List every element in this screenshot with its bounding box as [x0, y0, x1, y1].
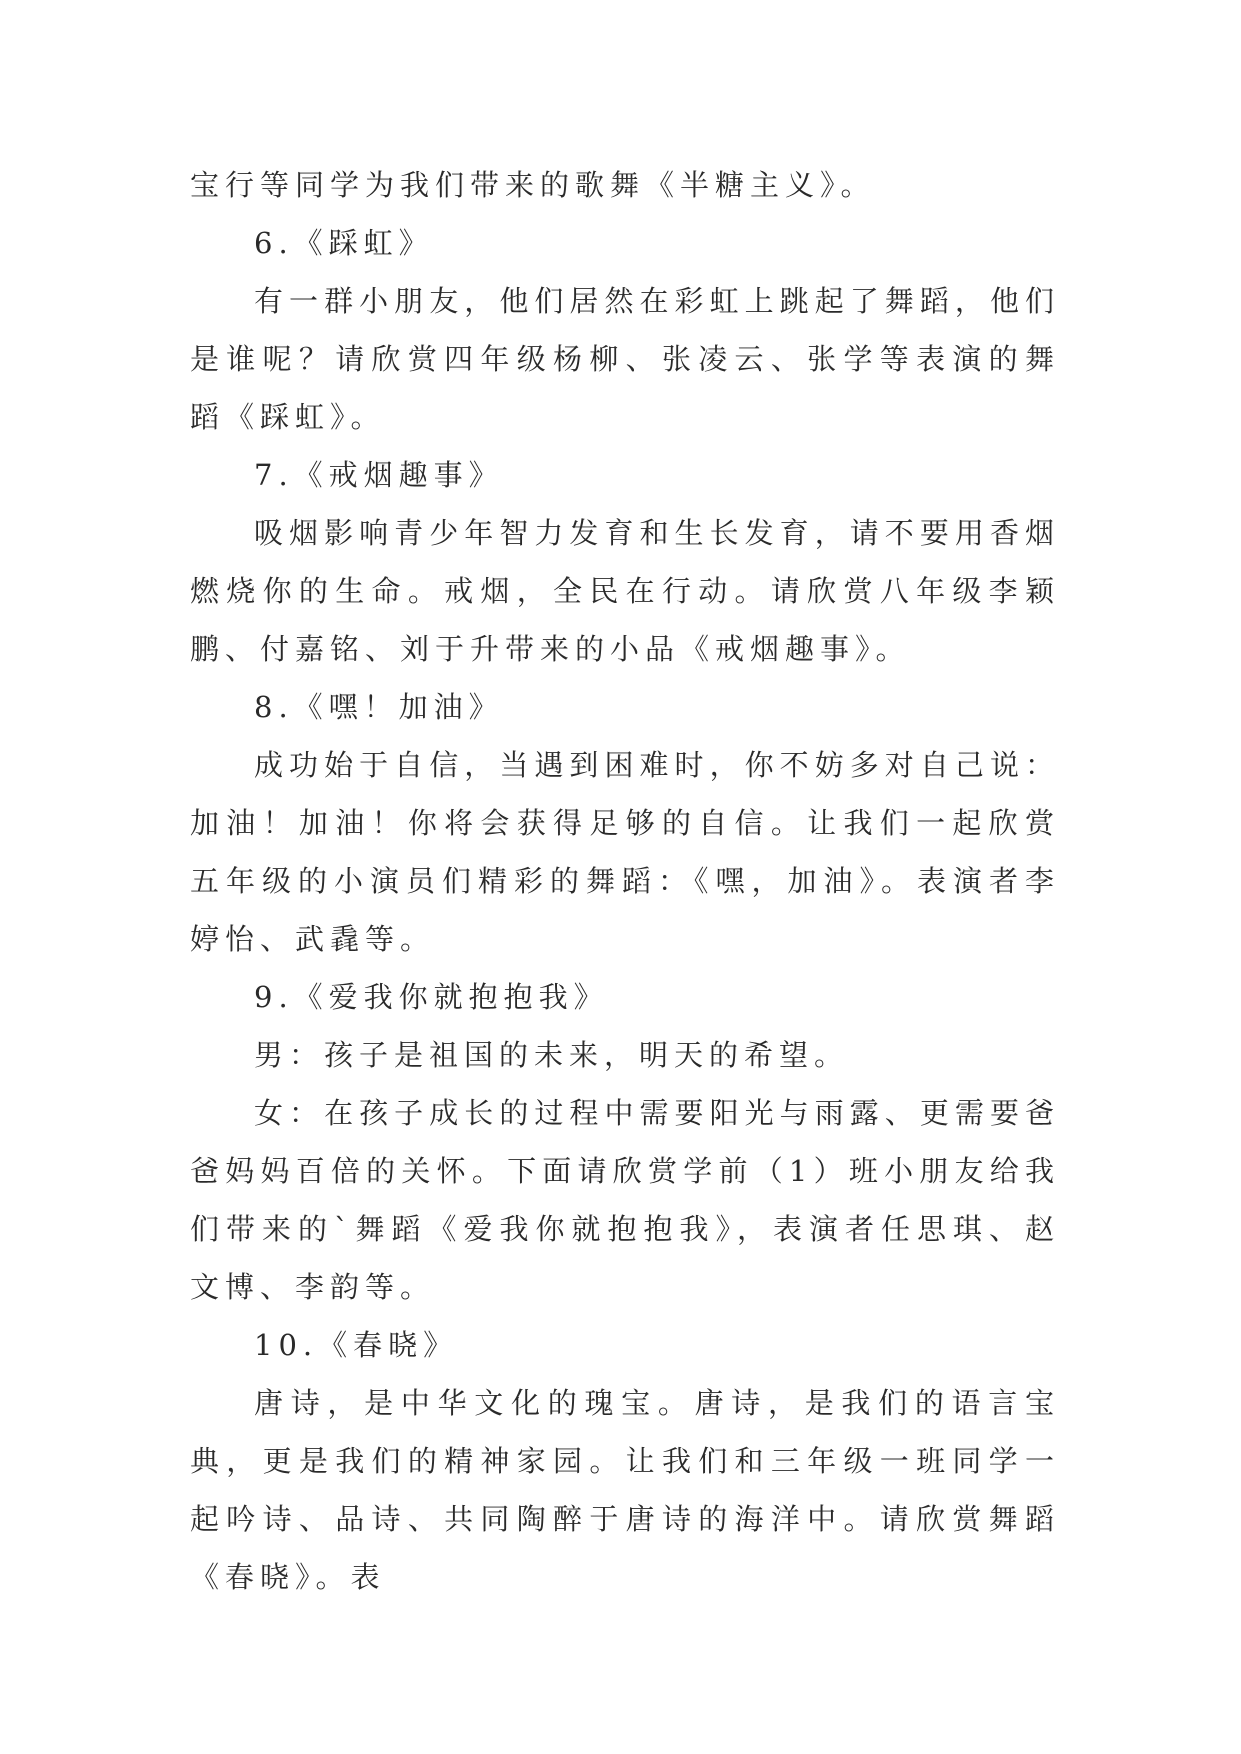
program-intro-8: 成功始于自信，当遇到困难时，你不妨多对自己说：加油！加油！你将会获得足够的自信。让我们一起欣赏五年级的小演员们精彩的舞蹈：《嘿，加油》。表演者李婷怡、武毳等。: [190, 748, 1060, 956]
paragraph-continuation: 宝行等同学为我们带来的歌舞《半糖主义》。: [190, 168, 876, 202]
program-heading-9: 9.《爱我你就抱抱我》: [254, 980, 609, 1014]
program-heading-6: 6.《踩虹》: [254, 226, 434, 260]
program-heading-7: 7.《戒烟趣事》: [254, 458, 504, 492]
program-intro-9-male: 男：孩子是祖国的未来，明天的希望。: [254, 1038, 850, 1072]
document-body: [190, 156, 1060, 1606]
program-heading-8: 8.《嘿！加油》: [254, 690, 504, 724]
program-heading-10: 10.《春晓》: [254, 1328, 459, 1362]
program-intro-6: 有一群小朋友，他们居然在彩虹上跳起了舞蹈，他们是谁呢？请欣赏四年级杨柳、张凌云、张学等表演的舞蹈《踩虹》。: [190, 284, 1060, 434]
program-intro-7: 吸烟影响青少年智力发育和生长发育，请不要用香烟燃烧你的生命。戒烟，全民在行动。请欣赏八年级李颖鹏、付嘉铭、刘于升带来的小品《戒烟趣事》。: [190, 516, 1060, 666]
program-intro-9-female: 女：在孩子成长的过程中需要阳光与雨露、更需要爸爸妈妈百倍的关怀。下面请欣赏学前（1）班小朋友给我们带来的`舞蹈《爱我你就抱抱我》，表演者任思琪、赵文博、李韵等。: [190, 1096, 1060, 1304]
program-intro-10: 唐诗，是中华文化的瑰宝。唐诗，是我们的语言宝典，更是我们的精神家园。让我们和三年级一班同学一起吟诗、品诗、共同陶醉于唐诗的海洋中。请欣赏舞蹈《春晓》。表: [190, 1386, 1060, 1594]
